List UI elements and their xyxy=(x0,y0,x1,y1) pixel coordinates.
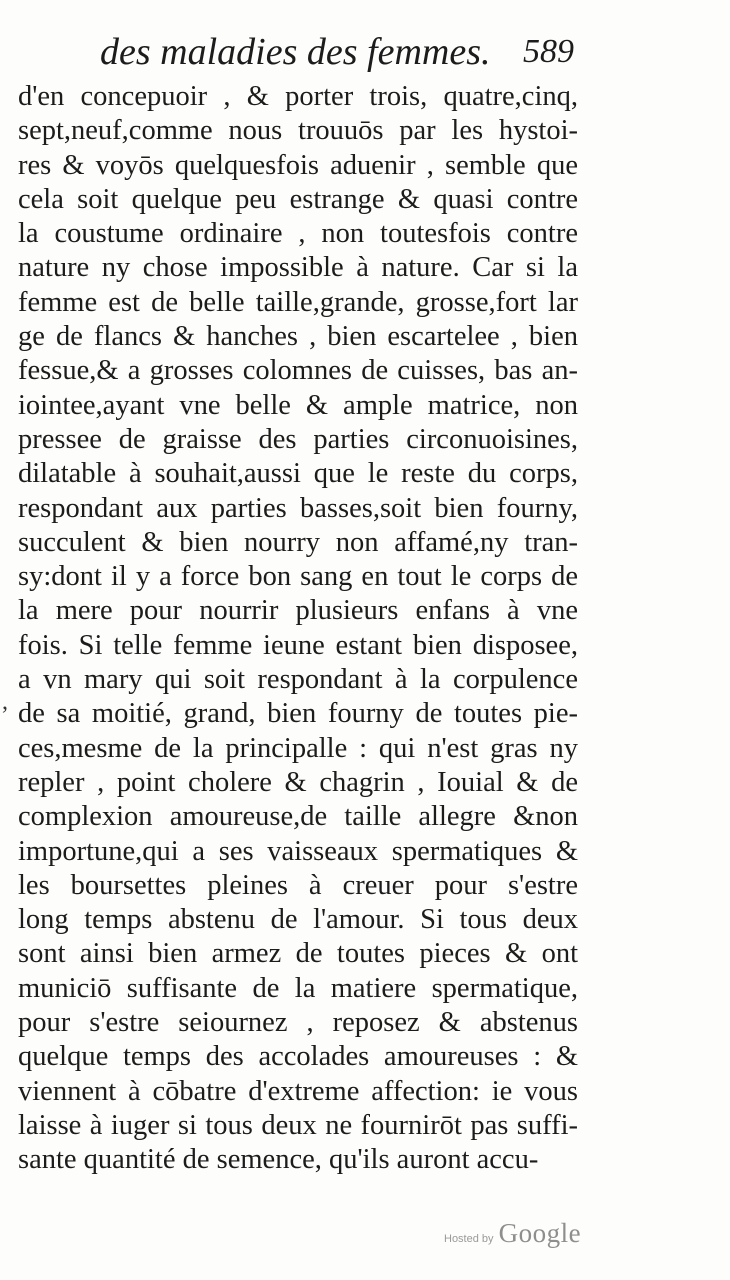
text-line: iointee,ayant vne belle & ample matrice, non xyxy=(18,389,578,421)
text-line: complexion amoureuse,de taille allegre &non xyxy=(18,801,578,833)
text-line: ge de flancs & hanches , bien escartelee , bien xyxy=(18,321,578,353)
text-line: ces,mesme de la principalle : qui n'est gras ny xyxy=(18,732,578,764)
hosted-by-label: Hosted by xyxy=(444,1233,494,1245)
text-line: laisse à iuger si tous deux ne fournirōt pas suffi- xyxy=(18,1109,578,1141)
text-line: d'en concepuoir , & porter trois, quatre,cinq, xyxy=(18,81,578,112)
text-line: res & voyōs quelquesfois aduenir , semble que xyxy=(18,149,578,181)
text-line: fessue,& a grosses colomnes de cuisses, bas an- xyxy=(18,355,578,387)
text-line: femme est de belle taille,grande, grosse,fort lar xyxy=(18,286,578,318)
text-line: long temps abstenu de l'amour. Si tous deux xyxy=(18,904,578,936)
google-watermark xyxy=(444,1218,581,1252)
text-line: fois. Si telle femme ieune estant bien disposee, xyxy=(18,629,578,661)
text-line: dilatable à souhait,aussi que le reste du corps, xyxy=(18,458,578,490)
running-title: des maladies des femmes. xyxy=(100,31,491,73)
text-line: cela soit quelque peu estrange & quasi contre xyxy=(18,183,578,215)
margin-mark: , xyxy=(2,689,8,715)
text-line: succulent & bien nourry non affamé,ny tran- xyxy=(18,526,578,558)
text-line: sept,neuf,comme nous trouuōs par les hystoi- xyxy=(18,115,578,147)
text-line: quelque temps des accolades amoureuses : & xyxy=(18,1041,578,1073)
text-line: viennent à cōbatre d'extreme affection: ie vous xyxy=(18,1075,578,1107)
text-line: pour s'estre seiournez , reposez & abstenus xyxy=(18,1007,578,1039)
text-line: a vn mary qui soit respondant à la corpulence xyxy=(18,664,578,696)
text-line: sont ainsi bien armez de toutes pieces & ont xyxy=(18,938,578,970)
text-line: pressee de graisse des parties circonuoisines, xyxy=(18,423,578,455)
text-line: importune,qui a ses vaisseaux spermatiques & xyxy=(18,835,578,867)
text-line: sante quantité de semence, qu'ils auront accu- xyxy=(18,1144,539,1176)
page-number: 589 xyxy=(523,33,574,70)
text-line: nature ny chose impossible à nature. Car si la xyxy=(18,252,578,284)
text-line: sy:dont il y a force bon sang en tout le corps de xyxy=(18,561,578,593)
body-text xyxy=(18,80,578,1178)
text-line: la coustume ordinaire , non toutesfois contre xyxy=(18,218,578,250)
text-line: la mere pour nourrir plusieurs enfans à vne xyxy=(18,595,578,627)
running-head xyxy=(100,28,580,76)
text-line: respondant aux parties basses,soit bien fourny, xyxy=(18,492,578,524)
text-line: municiō suffisante de la matiere spermatique, xyxy=(18,972,578,1004)
text-line: les boursettes pleines à creuer pour s'estre xyxy=(18,869,578,901)
text-line: repler , point cholere & chagrin , Iouial & de xyxy=(18,766,578,798)
text-line: de sa moitié, grand, bien fourny de toutes pie- xyxy=(18,698,578,730)
google-logo: Google xyxy=(498,1218,582,1248)
